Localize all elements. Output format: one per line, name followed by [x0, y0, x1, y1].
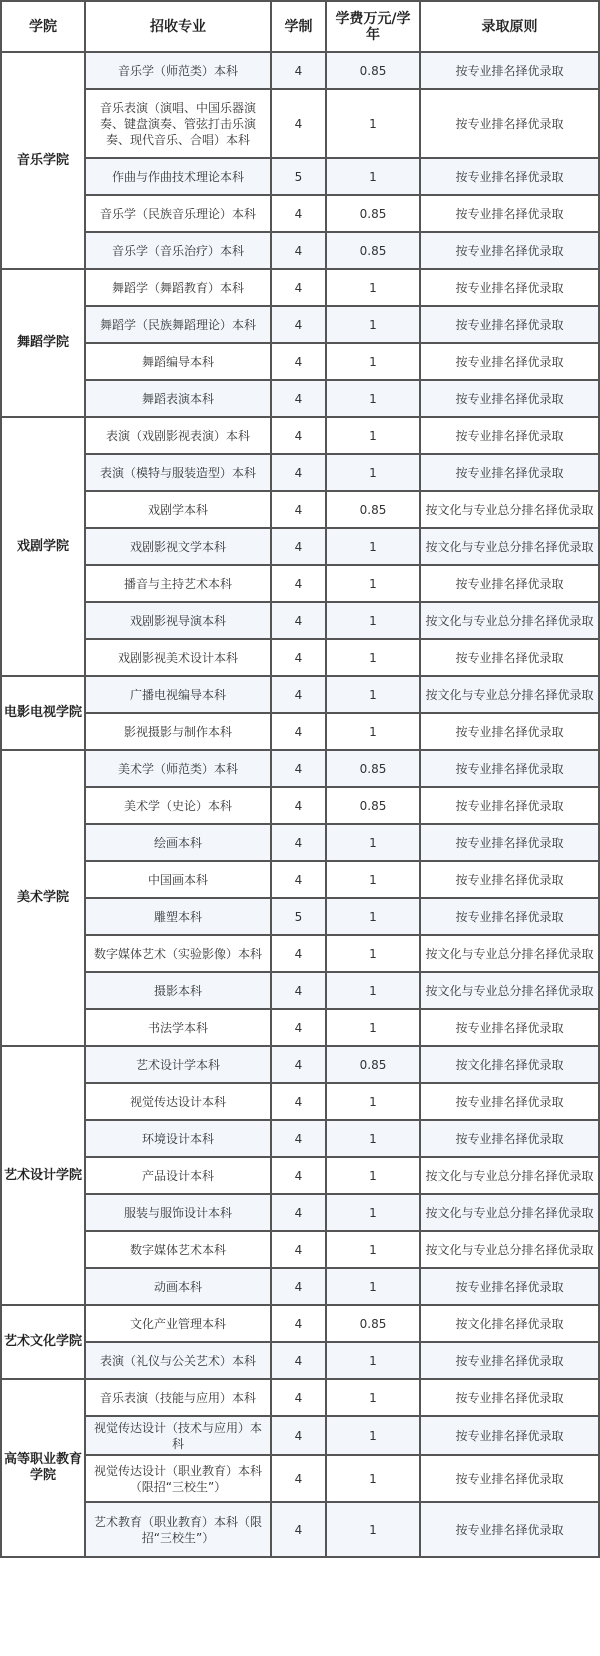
table-row — [1, 158, 599, 195]
college-cell: 戏剧学院 — [1, 417, 85, 676]
fee-cell: 1 — [326, 380, 420, 417]
years-cell: 4 — [271, 713, 326, 750]
college-cell: 美术学院 — [1, 750, 85, 1046]
major-cell: 作曲与作曲技术理论本科 — [85, 158, 271, 195]
years-cell: 4 — [271, 1046, 326, 1083]
rule-cell: 按专业排名择优录取 — [420, 1342, 599, 1379]
table-row — [1, 1416, 599, 1455]
years-cell: 4 — [271, 861, 326, 898]
years-cell: 5 — [271, 158, 326, 195]
table-row — [1, 52, 599, 89]
major-cell: 绘画本科 — [85, 824, 271, 861]
rule-cell: 按专业排名择优录取 — [420, 713, 599, 750]
fee-cell: 1 — [326, 824, 420, 861]
years-cell: 4 — [271, 565, 326, 602]
table-body — [1, 52, 599, 1557]
table-row — [1, 639, 599, 676]
table-row — [1, 269, 599, 306]
table-row — [1, 861, 599, 898]
years-cell: 4 — [271, 380, 326, 417]
table-row — [1, 1120, 599, 1157]
years-cell: 4 — [271, 269, 326, 306]
fee-cell: 0.85 — [326, 1305, 420, 1342]
major-cell: 环境设计本科 — [85, 1120, 271, 1157]
major-cell: 舞蹈学（舞蹈教育）本科 — [85, 269, 271, 306]
major-cell: 音乐学（民族音乐理论）本科 — [85, 195, 271, 232]
rule-cell: 按专业排名择优录取 — [420, 269, 599, 306]
major-cell: 舞蹈表演本科 — [85, 380, 271, 417]
years-cell: 4 — [271, 89, 326, 158]
rule-cell: 按文化与专业总分排名择优录取 — [420, 1157, 599, 1194]
fee-cell: 0.85 — [326, 195, 420, 232]
years-cell: 4 — [271, 1502, 326, 1557]
years-cell: 5 — [271, 898, 326, 935]
rule-cell: 按专业排名择优录取 — [420, 565, 599, 602]
years-cell: 4 — [271, 232, 326, 269]
rule-cell: 按文化与专业总分排名择优录取 — [420, 1231, 599, 1268]
major-cell: 戏剧学本科 — [85, 491, 271, 528]
rule-cell: 按专业排名择优录取 — [420, 898, 599, 935]
table-row — [1, 417, 599, 454]
table-row — [1, 1231, 599, 1268]
major-cell: 视觉传达设计（职业教育）本科（限招“三校生”） — [85, 1455, 271, 1502]
header-row — [1, 1, 599, 52]
major-cell: 产品设计本科 — [85, 1157, 271, 1194]
fee-cell: 0.85 — [326, 750, 420, 787]
fee-cell: 1 — [326, 343, 420, 380]
fee-cell: 1 — [326, 676, 420, 713]
major-cell: 戏剧影视导演本科 — [85, 602, 271, 639]
rule-cell: 按文化与专业总分排名择优录取 — [420, 602, 599, 639]
fee-cell: 1 — [326, 565, 420, 602]
table-row — [1, 713, 599, 750]
rule-cell: 按专业排名择优录取 — [420, 306, 599, 343]
fee-cell: 1 — [326, 1416, 420, 1455]
years-cell: 4 — [271, 52, 326, 89]
table-row — [1, 1083, 599, 1120]
major-cell: 戏剧影视美术设计本科 — [85, 639, 271, 676]
header-rule: 录取原则 — [420, 1, 599, 52]
rule-cell: 按专业排名择优录取 — [420, 1379, 599, 1416]
years-cell: 4 — [271, 1379, 326, 1416]
rule-cell: 按文化与专业总分排名择优录取 — [420, 676, 599, 713]
fee-cell: 1 — [326, 861, 420, 898]
table-row — [1, 232, 599, 269]
fee-cell: 1 — [326, 306, 420, 343]
years-cell: 4 — [271, 491, 326, 528]
table-row — [1, 528, 599, 565]
years-cell: 4 — [271, 454, 326, 491]
major-cell: 美术学（史论）本科 — [85, 787, 271, 824]
years-cell: 4 — [271, 1455, 326, 1502]
rule-cell: 按专业排名择优录取 — [420, 787, 599, 824]
years-cell: 4 — [271, 1231, 326, 1268]
fee-cell: 1 — [326, 1379, 420, 1416]
table-row — [1, 898, 599, 935]
table-row — [1, 1009, 599, 1046]
fee-cell: 1 — [326, 935, 420, 972]
table-row — [1, 1342, 599, 1379]
table-row — [1, 1268, 599, 1305]
years-cell: 4 — [271, 1083, 326, 1120]
major-cell: 表演（礼仪与公关艺术）本科 — [85, 1342, 271, 1379]
years-cell: 4 — [271, 935, 326, 972]
fee-cell: 1 — [326, 972, 420, 1009]
header-major: 招收专业 — [85, 1, 271, 52]
header-years: 学制 — [271, 1, 326, 52]
years-cell: 4 — [271, 824, 326, 861]
major-cell: 美术学（师范类）本科 — [85, 750, 271, 787]
years-cell: 4 — [271, 602, 326, 639]
fee-cell: 1 — [326, 528, 420, 565]
fee-cell: 1 — [326, 1194, 420, 1231]
table-row — [1, 491, 599, 528]
header-fee: 学费万元/学年 — [326, 1, 420, 52]
table-row — [1, 1194, 599, 1231]
table-row — [1, 1502, 599, 1557]
college-cell: 高等职业教育学院 — [1, 1379, 85, 1557]
major-cell: 音乐表演（技能与应用）本科 — [85, 1379, 271, 1416]
fee-cell: 1 — [326, 1009, 420, 1046]
fee-cell: 1 — [326, 269, 420, 306]
rule-cell: 按专业排名择优录取 — [420, 1083, 599, 1120]
major-cell: 播音与主持艺术本科 — [85, 565, 271, 602]
table-row — [1, 1046, 599, 1083]
fee-cell: 1 — [326, 1502, 420, 1557]
rule-cell: 按专业排名择优录取 — [420, 158, 599, 195]
table-row — [1, 602, 599, 639]
major-cell: 音乐表演（演唱、中国乐器演奏、键盘演奏、管弦打击乐演奏、现代音乐、合唱）本科 — [85, 89, 271, 158]
major-cell: 影视摄影与制作本科 — [85, 713, 271, 750]
years-cell: 4 — [271, 1009, 326, 1046]
rule-cell: 按专业排名择优录取 — [420, 195, 599, 232]
major-cell: 音乐学（师范类）本科 — [85, 52, 271, 89]
years-cell: 4 — [271, 1194, 326, 1231]
fee-cell: 1 — [326, 1268, 420, 1305]
fee-cell: 0.85 — [326, 491, 420, 528]
rule-cell: 按专业排名择优录取 — [420, 380, 599, 417]
fee-cell: 0.85 — [326, 1046, 420, 1083]
college-cell: 舞蹈学院 — [1, 269, 85, 417]
years-cell: 4 — [271, 1305, 326, 1342]
rule-cell: 按文化与专业总分排名择优录取 — [420, 935, 599, 972]
fee-cell: 1 — [326, 639, 420, 676]
rule-cell: 按专业排名择优录取 — [420, 52, 599, 89]
table-row — [1, 824, 599, 861]
major-cell: 广播电视编导本科 — [85, 676, 271, 713]
rule-cell: 按文化与专业总分排名择优录取 — [420, 1194, 599, 1231]
major-cell: 视觉传达设计本科 — [85, 1083, 271, 1120]
major-cell: 艺术设计学本科 — [85, 1046, 271, 1083]
fee-cell: 1 — [326, 454, 420, 491]
table-row — [1, 1455, 599, 1502]
major-cell: 戏剧影视文学本科 — [85, 528, 271, 565]
rule-cell: 按专业排名择优录取 — [420, 1120, 599, 1157]
fee-cell: 1 — [326, 417, 420, 454]
fee-cell: 1 — [326, 1231, 420, 1268]
major-cell: 中国画本科 — [85, 861, 271, 898]
major-cell: 音乐学（音乐治疗）本科 — [85, 232, 271, 269]
rule-cell: 按专业排名择优录取 — [420, 343, 599, 380]
rule-cell: 按专业排名择优录取 — [420, 824, 599, 861]
rule-cell: 按专业排名择优录取 — [420, 750, 599, 787]
major-cell: 数字媒体艺术本科 — [85, 1231, 271, 1268]
table-row — [1, 787, 599, 824]
rule-cell: 按文化排名择优录取 — [420, 1046, 599, 1083]
rule-cell: 按专业排名择优录取 — [420, 861, 599, 898]
table-row — [1, 565, 599, 602]
fee-cell: 0.85 — [326, 52, 420, 89]
years-cell: 4 — [271, 417, 326, 454]
table-row — [1, 380, 599, 417]
years-cell: 4 — [271, 750, 326, 787]
years-cell: 4 — [271, 343, 326, 380]
rule-cell: 按文化排名择优录取 — [420, 1305, 599, 1342]
fee-cell: 1 — [326, 602, 420, 639]
fee-cell: 1 — [326, 158, 420, 195]
fee-cell: 1 — [326, 898, 420, 935]
table-row — [1, 676, 599, 713]
fee-cell: 1 — [326, 1342, 420, 1379]
rule-cell: 按专业排名择优录取 — [420, 1009, 599, 1046]
table-row — [1, 935, 599, 972]
years-cell: 4 — [271, 1342, 326, 1379]
major-cell: 书法学本科 — [85, 1009, 271, 1046]
table-row — [1, 195, 599, 232]
years-cell: 4 — [271, 1268, 326, 1305]
major-cell: 数字媒体艺术（实验影像）本科 — [85, 935, 271, 972]
table-row — [1, 1157, 599, 1194]
years-cell: 4 — [271, 787, 326, 824]
rule-cell: 按专业排名择优录取 — [420, 232, 599, 269]
major-cell: 视觉传达设计（技术与应用）本科 — [85, 1416, 271, 1455]
table-row — [1, 454, 599, 491]
major-cell: 文化产业管理本科 — [85, 1305, 271, 1342]
rule-cell: 按专业排名择优录取 — [420, 1268, 599, 1305]
rule-cell: 按文化与专业总分排名择优录取 — [420, 972, 599, 1009]
fee-cell: 1 — [326, 1083, 420, 1120]
years-cell: 4 — [271, 195, 326, 232]
years-cell: 4 — [271, 528, 326, 565]
major-cell: 服装与服饰设计本科 — [85, 1194, 271, 1231]
major-cell: 舞蹈学（民族舞蹈理论）本科 — [85, 306, 271, 343]
major-cell: 表演（模特与服装造型）本科 — [85, 454, 271, 491]
college-cell: 艺术设计学院 — [1, 1046, 85, 1305]
college-cell: 电影电视学院 — [1, 676, 85, 750]
years-cell: 4 — [271, 1157, 326, 1194]
major-cell: 表演（戏剧影视表演）本科 — [85, 417, 271, 454]
years-cell: 4 — [271, 1416, 326, 1455]
college-cell: 音乐学院 — [1, 52, 85, 269]
years-cell: 4 — [271, 972, 326, 1009]
rule-cell: 按专业排名择优录取 — [420, 454, 599, 491]
college-cell: 艺术文化学院 — [1, 1305, 85, 1379]
rule-cell: 按专业排名择优录取 — [420, 639, 599, 676]
table-row — [1, 750, 599, 787]
years-cell: 4 — [271, 1120, 326, 1157]
rule-cell: 按文化与专业总分排名择优录取 — [420, 528, 599, 565]
fee-cell: 1 — [326, 1157, 420, 1194]
rule-cell: 按文化与专业总分排名择优录取 — [420, 491, 599, 528]
table-row — [1, 1305, 599, 1342]
header-college: 学院 — [1, 1, 85, 52]
rule-cell: 按专业排名择优录取 — [420, 1502, 599, 1557]
years-cell: 4 — [271, 676, 326, 713]
rule-cell: 按专业排名择优录取 — [420, 1416, 599, 1455]
major-cell: 艺术教育（职业教育）本科（限招“三校生”） — [85, 1502, 271, 1557]
major-cell: 舞蹈编导本科 — [85, 343, 271, 380]
table-row — [1, 972, 599, 1009]
fee-cell: 0.85 — [326, 787, 420, 824]
years-cell: 4 — [271, 306, 326, 343]
fee-cell: 0.85 — [326, 232, 420, 269]
table-row — [1, 1379, 599, 1416]
table-row — [1, 89, 599, 158]
table-row — [1, 343, 599, 380]
fee-cell: 1 — [326, 713, 420, 750]
major-cell: 雕塑本科 — [85, 898, 271, 935]
table-row — [1, 306, 599, 343]
major-cell: 摄影本科 — [85, 972, 271, 1009]
fee-cell: 1 — [326, 1120, 420, 1157]
fee-cell: 1 — [326, 1455, 420, 1502]
fee-cell: 1 — [326, 89, 420, 158]
rule-cell: 按专业排名择优录取 — [420, 89, 599, 158]
rule-cell: 按专业排名择优录取 — [420, 1455, 599, 1502]
major-cell: 动画本科 — [85, 1268, 271, 1305]
rule-cell: 按专业排名择优录取 — [420, 417, 599, 454]
years-cell: 4 — [271, 639, 326, 676]
